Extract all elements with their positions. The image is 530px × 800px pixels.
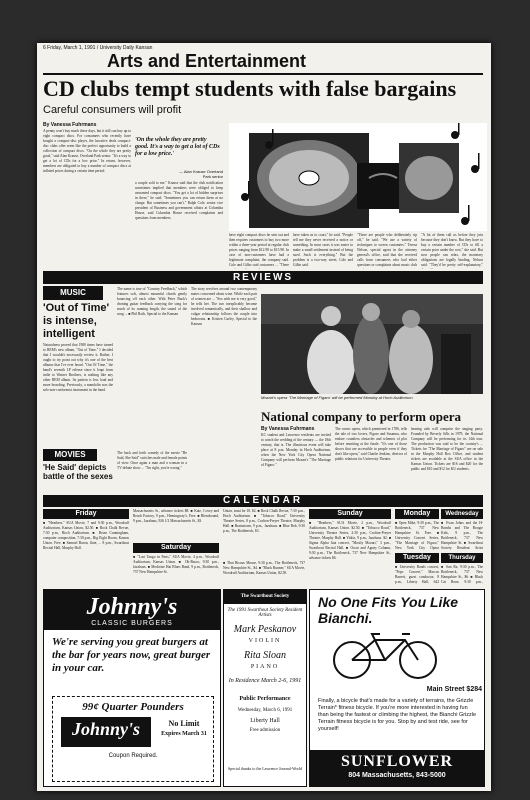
- reviews-bar: REVIEWS: [43, 271, 483, 284]
- monday-events: ■ Open Mike, 9:30 p.m., The Bottleneck, 737 New Hampshire St. Free. ■ University Concert Series, "The Marriage of Figaro," New York City Opera: [395, 521, 439, 550]
- johnnys-coupon[interactable]: [52, 696, 214, 782]
- music-review-title: 'Out of Time' is intense, intelligent: [43, 302, 110, 340]
- day-header-thursday: Thursday: [441, 553, 483, 563]
- day-header-saturday: Saturday: [133, 543, 219, 553]
- day-header-monday: Monday: [395, 509, 439, 519]
- sunflower-ad: [309, 589, 485, 787]
- sponsor-note: Special thanks to the Lawrence Journal-World: [228, 766, 302, 771]
- sunflower-address: 804 Massachusetts, 843-5000: [348, 772, 446, 779]
- tuesday-events: ■ University Bands concert, "Pops Concert," Marcus Barrett, guest conductor, 8 p.m., Liberty Hall, 642: [395, 565, 439, 584]
- johnnys-logo: Johnny's: [86, 594, 178, 620]
- lead-subhead: Careful consumers will profit: [43, 104, 182, 116]
- artist1-name: Mark Peskanov: [233, 624, 297, 635]
- movies-badge: MOVIES: [43, 449, 97, 461]
- opera-headline: National company to perform opera: [261, 409, 462, 424]
- coupon-required: Coupon Required.: [108, 753, 158, 759]
- lead-body-col7: "A lot of them call us before they join because they don't know. But they have to buy a certain number of CDs to fill a certain price under the cost," she said. But now people can relax, the monetary obligations are legally binding, Nelson said. "They'd be pretty self-explanatory,": [421, 233, 483, 267]
- day-header-friday: Friday: [43, 509, 129, 519]
- swarthout-header: The Swarthout Society: [224, 590, 306, 604]
- coupon-logo: Johnny's: [61, 717, 151, 747]
- opera-photo-caption: Mozart's opera 'The Marriage of Figaro' will be performed Monday at Hoch Auditorium.: [261, 395, 414, 400]
- residence-dates: In Residence March 2-6, 1991: [228, 678, 302, 684]
- friday-events: ■ "Heathers," SUA Movie, 7 and 9:30 p.m., Woodruff Auditorium, Kansas Union, $2.50. ■ Rock Chalk Revue, 7:30 p.m., Hoch Auditorium. ■ Brian Cunningham, computer composition, 7:30 p.m., Big Eight Room, Kansas Union. Free. ■ Samuel Baron, flute, ... 8 p.m., Swarthout Recital Hall, Murphy Hall.: [43, 521, 129, 550]
- sunflower-footer: [310, 750, 484, 786]
- movie-review-body: The back and forth comedy of the movie "He Said, She Said" switches male and female points of view. Once again a man and a woman in a TV debate show ... "I'm right, you're wrong.": [117, 451, 187, 470]
- day-header-tuesday: Tuesday: [395, 553, 439, 563]
- johnnys-ad: [43, 589, 221, 787]
- coupon-expires: Expires March 31: [161, 731, 207, 737]
- swarthout-series: The 1991 Swarthout Society Resident Artists: [227, 608, 303, 618]
- section-title: Arts and Entertainment: [107, 51, 307, 71]
- johnnys-slogan: We're serving you great burgers at the bar for years now, great burger in your car.: [52, 636, 211, 674]
- opera-body-col1: KC student and Lawrence residents are invited to watch the wedding of the century — the 18th century, that is. The illustrious event will take place at 8 p.m. Monday in Hoch Auditorium, when the New York City Opera National Company will perform Mozart's "The Marriage of Figaro.": [261, 433, 331, 467]
- swarthout-ad: [223, 589, 307, 787]
- johnnys-logo-sub: CLASSIC BURGERS: [91, 620, 173, 627]
- bicycle-illustration: [330, 630, 440, 685]
- opera-photo: [261, 294, 483, 394]
- wednesday-events: ■ Evan Johns and the H-Bombs and The Boogie Kids, 9 p.m., The Bottleneck, 737 New Hampshire St. ■ Swarthout Society Resident Artist: [441, 521, 483, 550]
- public-performance: Public Performance: [239, 696, 291, 702]
- movie-review-title: 'He Said' depicts battle of the sexes: [43, 463, 113, 481]
- newspaper-page: [37, 43, 491, 791]
- performance-day: Wednesday, March 6, 1991: [237, 708, 293, 713]
- music-review-col2: The name is true of "Country Feedback," which features soft, almost mournful chords gently bouncing off each other. With Peter Buck's droning guitar feedback carrying the song for much of its running length, the sound of the song ... ■ Phil Roth, Special to the Kansan: [117, 287, 187, 316]
- cd-illustration: [229, 123, 487, 231]
- day-header-wednesday: Wednesday: [441, 509, 483, 519]
- artist2-role: PIANO: [250, 664, 280, 670]
- sunflower-copy: Finally, a bicycle that's made for a variety of terrains, the Grizzle Terrain* fitness bicycle. If you're more interested in having fun than being the fastest or climbing the highest, the Bianchi Grizzle Terrain fitness bicycle is for you. Stop by and test ride, see for yourself!: [318, 698, 477, 732]
- opera-byline: By Vanessa Fuhrmans: [261, 426, 315, 432]
- lead-body-col4: have eight compact discs he sent out and then requires customers to buy two more within a three-year period at regular club prices ranging from $12.98 to $15.98. In case of non-customers have had a legitimate complaint, the company said. Cole and Gilbo said customers ... "There: [229, 233, 289, 267]
- opera-body-col3: hearing aids will comprise the singing party. Founded by Beverly Sills in 1979, the National Company will be performing for its 14th tour. The production was said to be the country's ... Tickets for "The Marriage of Figaro" are on sale in the Murphy Hall Box Office, and student tickets are available at the SUA office in the Kansas Union. Tickets are $16 and $20 for the public and $10 and $12 for KU students.: [411, 427, 483, 471]
- sunday-events: ■ "Heathers," SUA Movie, 2 p.m., Woodruff Auditorium, Kansas Union. $2.50. ■ "Tobacco Road," University Theatre Series, 2:30 p.m., Crafton-Preyer Theatre, Murphy Hall. ■ Yitkiz, 9 p.m., Jazzhaus. $2. ■ Sigma Alpha Iota concert, "Mostly Mozart," 3 p.m., Swarthout Recital Hall. ■ Oscar and Agony Column, 9:30 p.m., The Bottleneck, 737 New Hampshire St., advance tickets $6.: [309, 521, 391, 560]
- header-rule: [43, 73, 483, 75]
- saturday-events: ■ "Last Tango in Paris," SUA Movie, 4 p.m., Woodruff Auditorium, Kansas Union. ■ Oh-Basco, 9:30 p.m., Jazzhaus. ■ Medicine Hat Blues Band, 9 p.m., Bottleneck, 737 New Hampshire St.: [133, 555, 219, 574]
- bianchi-headline: No One Fits You Like Bianchi.: [318, 594, 459, 626]
- performance-venue: Liberty Hall: [250, 718, 280, 724]
- lead-body-col5: have taken us to court," he said. "People tell me they never received a notice or something. In most cases it was easier to make a small settlement instead of being sued. Such is everything." But the problem is a two-way street, Cole and Gilbo said.: [293, 233, 353, 267]
- saturday-events-cont2: ■ Thai Bisous Mouse, 9:30 p.m., The Bottleneck, 737 New Hampshire St., $4. ■ "Black Runner," SUA Movie, Woodruff Auditorium, Kansas Union, $2.50.: [223, 561, 305, 575]
- sunflower-logo: SUNFLOWER: [340, 753, 454, 770]
- pull-quote: 'On the whole they are pretty good. It's a way to get a lot of CDs for a low price.': [135, 137, 220, 157]
- lead-body-col3: a couple sold to me." Krause said that the club notification sometimes implied that members were obliged to keep unwanted compact discs. "You get a lot of hidden surprises in there," he said. "Sometimes you can return them at no charge. But sometimes you can't." Ralph Cole, senior vice president of Business and government affairs at Columbia House, said Columbia House received complaints and questions from members.: [135, 181, 223, 220]
- movie-review-col3: The story revolves around two contemporary mates concerned about wine. While each pair of women are ... "Sex with me is very good," he tells her. The two inexplicably become involved romantically, and their shallow and vulgar relationship follows the couple into bedrooms. ■ Kristen Curley, Special to the Kansan: [191, 287, 257, 326]
- lead-body-col1: A penny won't buy much these days, but it still can buy up to eight compact discs. For consumers who recently have bought a compact-disc player, the lucrative deals compact-disc clubs offer seem like the perfect opportunity to build a collection of compact discs. "On the whole they are pretty good," said Alan Krause, Overland Park senior. "It's a way to get a lot of CDs for a low price." In return, however, members are obligated to buy a number of compact discs at inflated prices during a certain time period.: [43, 129, 131, 173]
- coupon-promo: 99¢ Quarter Pounders: [82, 701, 184, 713]
- page-date-line: 6 Friday, March 1, 1991 / University Daily Kansan: [43, 45, 153, 51]
- day-header-sunday: Sunday: [309, 509, 391, 519]
- thursday-events: ■ Sun Ra, 9:30 p.m., The Bottleneck, 737 New Hampshire St., $6. ■ Black Cat Bone, 9:30 p.m.,: [441, 565, 483, 584]
- admission: Free admission: [249, 728, 281, 733]
- calendar-bar: CALENDAR: [43, 495, 483, 507]
- saturday-events-cont: Union, must be 18. $2. ■ Rock Chalk Revue, 7:30 p.m., Hoch Auditorium. ■ "Tobacco Road," University Theatre Series, 8 p.m., Crafton-Preyer Theatre, Murphy Hall. ■ Brainstorm, 9 p.m., Jazzhaus. ■ Blue Bob, 9:30 p.m., The Bottleneck, $3.: [223, 509, 305, 533]
- opera-body-col2: The comic opera, which premiered in 1786, tells the tale of two lovers, Figaro and Susanna, who endure countless obstacles and schemes of plot before reuniting at the finale. "It's one of those shows that are accessible to people even if they don't like opera," said Charlie Jenkins, director of public relations for University Theater.: [335, 427, 407, 461]
- coupon-limit: No Limit: [168, 719, 200, 728]
- friday-events-cont: Massachusetts St., advance tickets $8. ■ Kate, Covey and Reach Factory, 9 p.m., Hemingway's, Free. ■ Blendsound, 9 p.m., Jazzhaus, 926 1/2 Massachusetts St., $3.: [133, 509, 219, 523]
- lead-byline: By Vanessa Fuhrmans: [43, 122, 97, 128]
- lead-headline: CD clubs tempt students with false bargains: [43, 76, 457, 101]
- music-badge: MUSIC: [43, 286, 103, 300]
- bike-model-price: Main Street $284: [426, 686, 482, 693]
- pull-quote-attribution: — Alan Krause Overland Park senior: [178, 169, 223, 179]
- artist2-name: Rita Sloan: [244, 650, 286, 661]
- artist1-role: VIOLIN: [248, 638, 282, 644]
- music-review-body: Naturalness proved that 1980 times have turned to REM's new album, "Out of Time." I decided that I wouldn't necessarily review it. Rather, I ought to try point out why it's one of the best albums that I've ever heard. "Out Of Time," the band's seventh LP release since it leapt from indie to Warner Brothers, is nothing like any other REM album. Its pattern is less loud and more brooding. Previously, a mandolin was the sole non-conformist instrument in the band.: [43, 343, 113, 392]
- lead-body-col6: "There are people who deliberately rip off," he said. "We use a variety of techniques to screen customers." Teresa Nelson, special agent in the attorney general's office, said that she received calls from consumers who had either questions or complaints about music club: [357, 233, 417, 267]
